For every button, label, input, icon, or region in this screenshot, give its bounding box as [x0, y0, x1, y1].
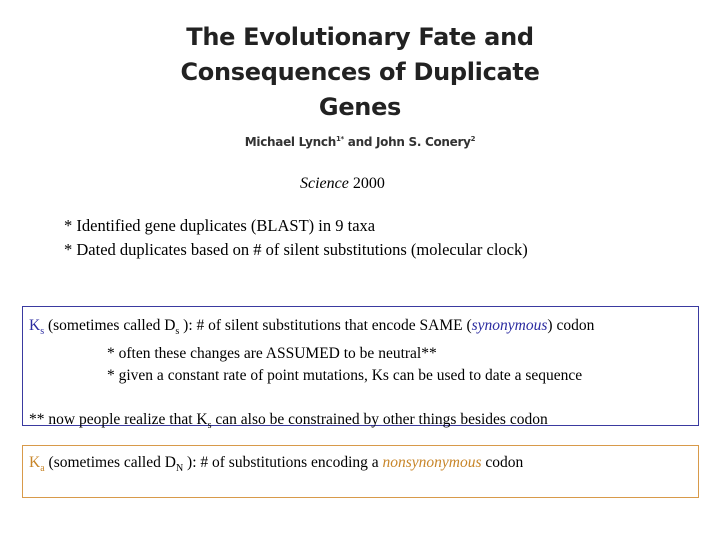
ks-symbol-subscript: s	[40, 326, 45, 338]
title-line-1: The Evolutionary Fate and	[186, 23, 534, 51]
synonymous-term: synonymous	[471, 317, 548, 334]
ks-footnote	[29, 409, 692, 437]
author-2-affiliation: 2	[470, 135, 476, 143]
author-1: Michael Lynch	[244, 135, 336, 149]
ks-ds-subscript: s	[175, 326, 180, 338]
ks-point: * given a constant rate of point mutations, Ks can be used to date a sequence	[107, 367, 583, 385]
ks-def-text: (sometimes called D	[44, 317, 176, 334]
paper-authors	[150, 135, 570, 149]
ks-def-text: ): # of silent substitutions that encode SAME (	[179, 317, 472, 334]
title-line-2: Consequences of Duplicate	[180, 58, 540, 86]
bullet-item: * Dated duplicates based on # of silent substitutions (molecular clock)	[64, 240, 528, 259]
ks-def-text: ) codon	[547, 317, 595, 334]
author-1-affiliation: 1*	[335, 135, 344, 143]
ks-note-text: can also be constrained by other things besides codon	[211, 411, 548, 429]
ks-note-text: ** now people realize that K	[29, 411, 208, 429]
ks-note-subscript: s	[207, 420, 212, 432]
ks-definition-box	[22, 306, 699, 432]
nonsynonymous-term: nonsynonymous	[382, 454, 482, 471]
ka-symbol-letter: K	[29, 454, 41, 471]
ka-definition-box	[22, 445, 699, 498]
author-connector: and	[343, 135, 377, 149]
ks-symbol	[29, 317, 45, 338]
bullet-list	[64, 214, 528, 262]
bullet-item: * Identified gene duplicates (BLAST) in 9 taxa	[64, 216, 376, 235]
ka-dn-subscript: N	[175, 463, 184, 475]
citation	[300, 175, 385, 193]
ks-point: * often these changes are ASSUMED to be neutral**	[107, 345, 437, 363]
ka-def-text: codon	[481, 454, 524, 471]
ka-definition	[29, 452, 692, 480]
journal-name: Science	[300, 175, 349, 192]
ks-symbol-letter: K	[29, 317, 41, 334]
ka-def-text: ): # of substitutions encoding a	[183, 454, 383, 471]
ka-def-text: (sometimes called D	[44, 454, 176, 471]
ka-symbol	[29, 454, 45, 475]
citation-year: 2000	[348, 175, 385, 192]
author-2: John S. Conery	[376, 135, 471, 149]
spacer	[29, 387, 692, 409]
paper-title-image	[150, 20, 570, 149]
ka-symbol-subscript: a	[40, 463, 45, 475]
ks-definition	[29, 315, 692, 343]
title-line-3: Genes	[318, 93, 402, 121]
